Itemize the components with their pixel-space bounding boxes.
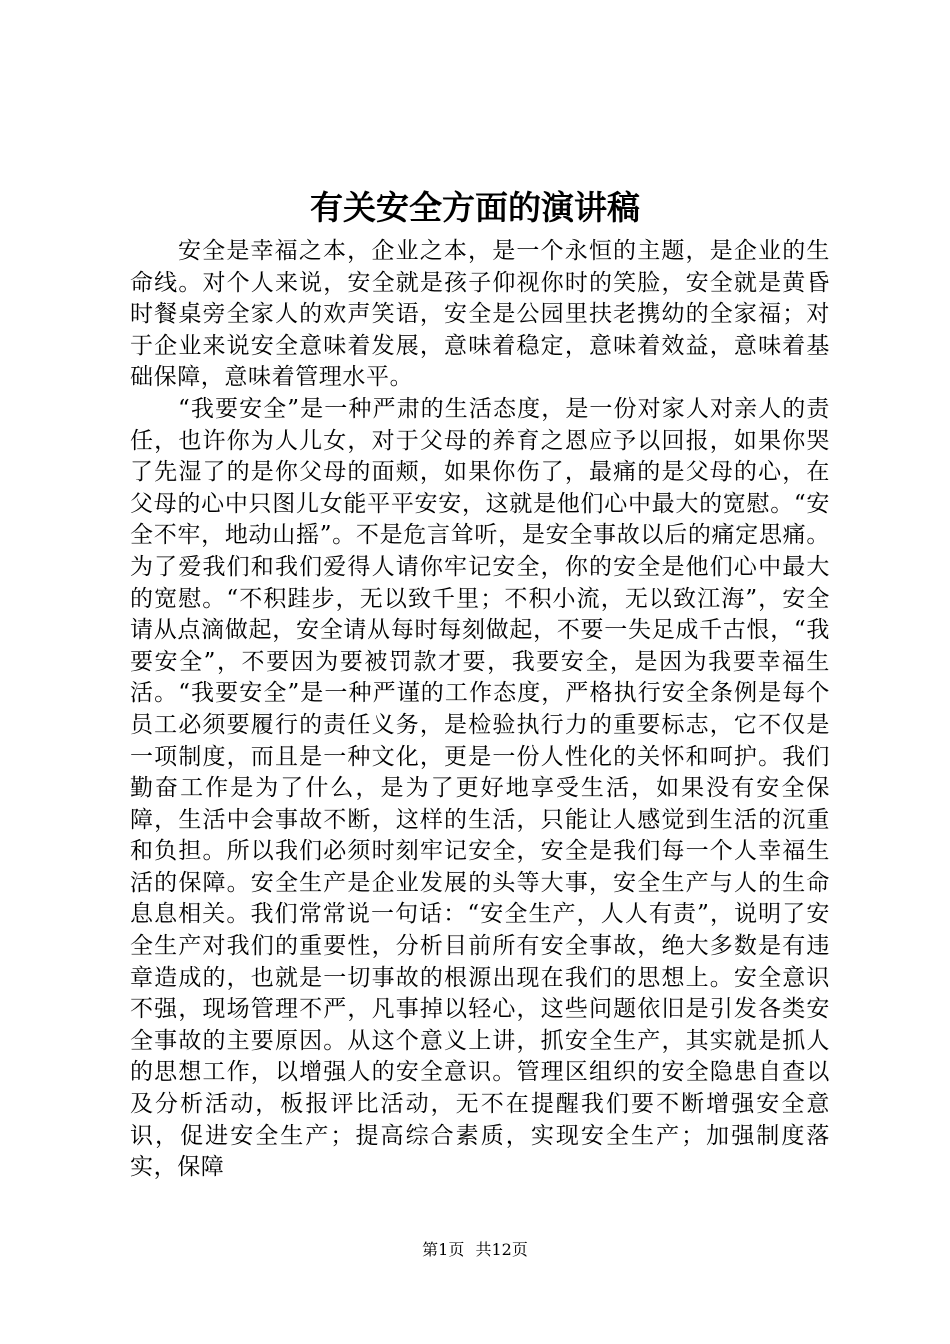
page-footer <box>0 1238 950 1262</box>
page-total: 共12页 <box>475 1240 528 1259</box>
paragraph-1: 安全是幸福之本，企业之本，是一个永恒的主题，是企业的生命线。对个人来说，安全就是孩子仰视你时的笑脸，安全就是黄昏时餐桌旁全家人的欢声笑语，安全是公园里扶老携幼的全家福；对于企业来说安全意味着发展，意味着稳定，意味着效益，意味着基础保障，意味着管理水平。 <box>130 238 830 391</box>
document-title: 有关安全方面的演讲稿 <box>310 188 640 227</box>
paragraph-2: “我要安全”是一种严肃的生活态度，是一份对家人对亲人的责任，也许你为人儿女，对于父母的养育之恩应予以回报，如果你哭了先湿了的是你父母的面颊，如果你伤了，最痛的是父母的心，在父母的心中只图儿女能平平安安，这就是他们心中最大的宽慰。“安全不牢，地动山摇”。不是危言耸听，是安全事故以后的痛定思痛。为了爱我们和我们爱得人请你牢记安全，你的安全是他们心中最大的宽慰。“不积跬步，无以致千里；不积小流，无以致江海”，安全请从点滴做起，安全请从每时每刻做起，不要一失足成千古恨，“我要安全”，不要因为要被罚款才要，我要安全，是因为我要幸福生活。“我要安全”是一种严谨的工作态度，严格执行安全条例是每个员工必须要履行的责任义务，是检验执行力的重要标志，它不仅是一项制度，而且是一种文化，更是一份人性化的关怀和呵护。我们勤奋工作是为了什么，是为了更好地享受生活，如果没有安全保障，生活中会事故不断，这样的生活，只能让人感觉到生活的沉重和负担。所以我们必须时刻牢记安全，安全是我们每一个人幸福生活的保障。安全生产是企业发展的头等大事，安全生产与人的生命息息相关。我们常常说一句话：“安全生产，人人有责”，说明了安全生产对我们的重要性，分析目前所有安全事故，绝大多数是有违章造成的，也就是一切事故的根源出现在我们的思想上。安全意识不强，现场管理不严，凡事掉以轻心，这些问题依旧是引发各类安全事故的主要原因。从这个意义上讲，抓安全生产，其实就是抓人的思想工作，以增强人的安全意识。管理区组织的安全隐患自查以及分析活动，板报评比活动，无不在提醒我们要不断增强安全意识，促进安全生产；提高综合素质，实现安全生产；加强制度落实，保障 <box>130 395 830 1181</box>
page-number: 第1页 <box>422 1240 465 1259</box>
document-body <box>130 236 830 1184</box>
